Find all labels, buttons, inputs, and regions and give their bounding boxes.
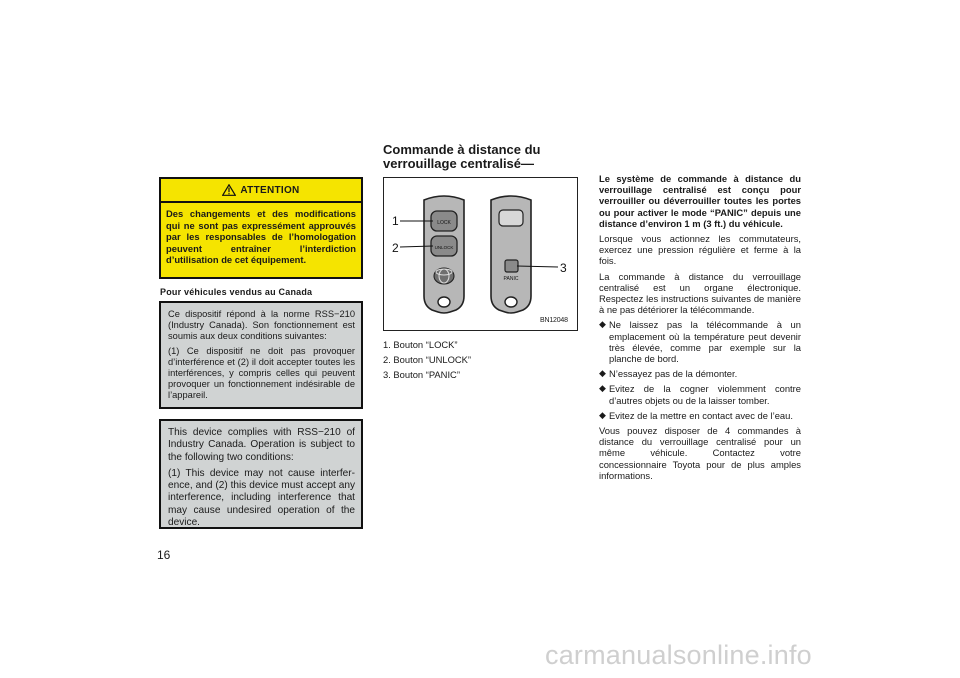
figure-code: BN12048 — [540, 317, 568, 324]
section-title-line: verrouillage centralisé— — [383, 156, 535, 171]
attention-label: ATTENTION — [240, 184, 300, 196]
callout-number: 3 — [560, 261, 567, 275]
french-notice-box — [159, 301, 363, 409]
callout-number: 1 — [392, 214, 399, 228]
english-notice-paragraph: This device complies with RSS−210 of Industry Canada. Operation is subject to the following two conditions: — [168, 427, 355, 463]
canada-heading: Pour véhicules vendus au Canada — [160, 287, 313, 297]
lock-button-label: LOCK — [437, 220, 451, 226]
right-column — [599, 173, 801, 485]
list-item: 2. Bouton “UNLOCK” — [383, 354, 472, 366]
section-title-line: Commande à distance du — [383, 142, 541, 157]
panic-button-label: PANIC — [503, 276, 519, 282]
bullet-text: Evitez de la cogner violemment contre d’autres objets ou de la laisser tomber. — [609, 383, 801, 406]
list-item — [599, 319, 801, 364]
remote-back-window — [499, 210, 523, 226]
list-item: 1. Bouton “LOCK” — [383, 339, 458, 350]
body-paragraph: Vous pouvez disposer de 4 commandes à distance du verrouillage centralisé pour un même véhicule. Contactez votre concessionnaire Toyota pour de plus amples informations. — [599, 425, 801, 481]
lead-paragraph: Le système de commande à distance du verrouillage centralisé est conçu pour verrouiller ou déverrouiller toutes les portes ou pour activer le mode “PANIC” depuis une distance d’environ 1 m (3 ft.) du véhicule. — [599, 173, 801, 229]
callout-number: 2 — [392, 241, 399, 255]
attention-text: Des changements et des modifications qui ne sont pas expressément approuvés par les responsables de l’homologation peuvent entraîner l’interdiction d’utilisation de cet équipement. — [166, 208, 356, 266]
page-number: 16 — [157, 548, 171, 562]
attention-box — [159, 177, 363, 279]
warning-icon — [222, 184, 236, 196]
unlock-button-label: UNLOCK — [434, 245, 454, 250]
diamond-bullet-icon: ◆ — [599, 383, 606, 394]
bullet-text: Evitez de la mettre en contact avec de l’eau. — [609, 409, 793, 421]
body-paragraph: La commande à distance du verrouillage centralisé est un organe électronique. Respectez les instructions suivantes de manière à ne pas détériorer la télécommande. — [599, 270, 801, 316]
english-notice-paragraph: (1) This device may not cause interfer-ence, and (2) this device must accept any interference, including interference that may cause undesired operation of the device. — [168, 467, 355, 529]
english-notice-box — [159, 419, 363, 529]
button-list — [383, 338, 471, 384]
watermark: carmanualsonline.info — [545, 640, 812, 670]
diamond-bullet-icon: ◆ — [599, 368, 606, 379]
bullet-text: Ne laissez pas la télécommande à un emplacement où la température peut devenir très élevée, comme par exemple sur la planche de bord. — [609, 319, 801, 365]
bullet-text: N’essayez pas de la démonter. — [609, 368, 738, 380]
panic-button-shape — [505, 260, 518, 272]
list-item — [599, 368, 801, 379]
attention-header — [161, 179, 361, 201]
remote-illustration — [384, 178, 577, 330]
diamond-bullet-icon: ◆ — [599, 319, 606, 330]
list-item — [599, 383, 801, 405]
diamond-bullet-icon: ◆ — [599, 409, 606, 420]
list-item — [599, 410, 801, 421]
french-notice-paragraph: Ce dispositif répond à la norme RSS−210 (Industry Canada). Son fonctionnement est soumis aux deux conditions suivantes: — [168, 309, 355, 341]
french-notice-paragraph: (1) Ce dispositif ne doit pas provoquer d’interférence et (2) il doit accepter toutes les interférences, y compris celles qui peuvent provoquer un fonctionnement indésirable de l’appareil. — [168, 346, 355, 400]
section-title — [383, 143, 613, 171]
remote-front-ring — [438, 297, 450, 307]
remote-control-figure — [383, 177, 578, 331]
body-paragraph: Lorsque vous actionnez les commutateurs, exercez une pression régulière et ferme à la fois. — [599, 233, 801, 267]
list-item: 3. Bouton “PANIC” — [383, 369, 460, 381]
remote-back-ring — [505, 297, 517, 307]
